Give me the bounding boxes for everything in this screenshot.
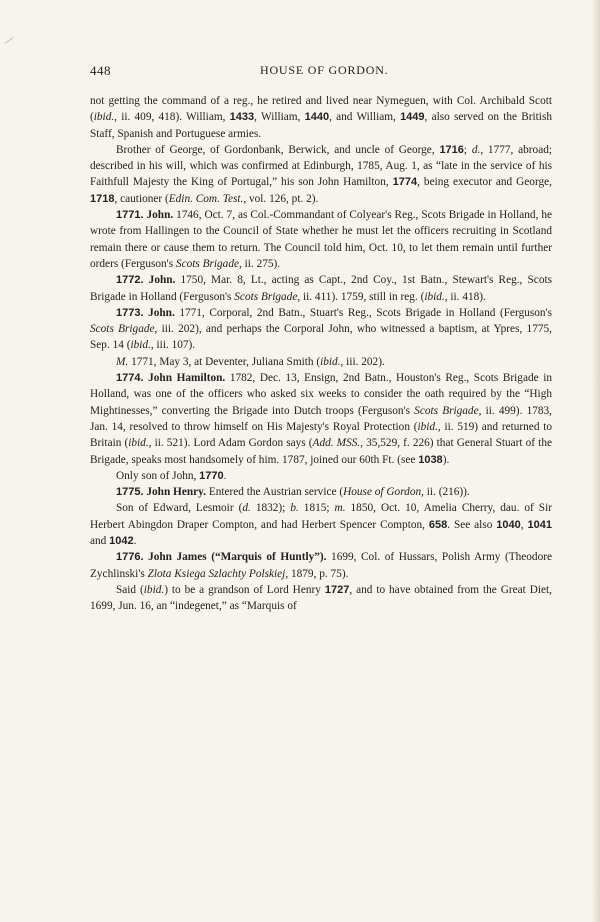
- page-header: [90, 63, 552, 79]
- entry-number: 1771.: [116, 209, 144, 222]
- scan-mark: [5, 37, 14, 44]
- cross-reference: 1718: [90, 192, 115, 205]
- entry-name: John James (“Marquis of Huntly”).: [148, 551, 327, 564]
- entry-1774: 1774. John Hamilton. 1782, Dec. 13, Ensign, 2nd Batn., Houston's Reg., Scots Brigade in Holland, was one of the officers who asked six weeks to consider the oath required by the “High Mightinesses,” converting the Brigade into Dutch troops (Ferguson's Scots Brigade, ii. 499). 1783, Jan. 14, resolved to throw himself on His Majesty's Royal Protection (ibid., ii. 519) and returned to Britain (ibid., ii. 521). Lord Adam Gordon says (Add. MSS., 35,529, f. 226) that General Stuart of the Brigade, speaks most handsomely of him. 1787, joined our 60th Ft. (see 1038).: [90, 372, 553, 466]
- entry-name: John Henry.: [146, 486, 206, 499]
- cross-reference: 1040: [496, 518, 521, 531]
- entry-1773: 1773. John. 1771, Corporal, 2nd Batn., Stuart's Reg., Scots Brigade in Holland (Ferguson's Scots Brigade, iii. 202), and perhaps the Corporal John, who witnessed a baptism, at Ypres, 1775, Sep. 14 (ibid., iii. 107).: [90, 306, 552, 352]
- body-text: [90, 93, 552, 615]
- entry-name: John.: [146, 209, 174, 222]
- paragraph-continued: not getting the command of a reg., he retired and lived near Nymeguen, with Col. Archibald Scott (ibid., ii. 409, 418). William, 1433, William, 1440, and William, 1449, also served on the British Staff, Spanish and Portuguese armies.: [90, 95, 552, 140]
- cross-reference: 1042: [109, 535, 134, 548]
- entry-1773-marriage: M. 1771, May 3, at Deventer, Juliana Smith (ibid., iii. 202).: [116, 355, 385, 368]
- page-edge-shadow: [592, 0, 600, 922]
- entry-1776-note: Said (ibid.) to be a grandson of Lord Henry 1727, and to have obtained from the Great Diet, 1699, Jun. 16, an “indegenet,” as “Marquis of: [90, 583, 552, 613]
- entry-1771: 1771. John. 1746, Oct. 7, as Col.-Commandant of Colyear's Reg., Scots Brigade in Holland, he wrote from Hallingen to the Council of State whether he must let the officers recruiting in Scotland remain there or cause them to return. The Council told him, Oct. 10, to let them remain until further orders (Ferguson's Scots Brigade, ii. 275).: [90, 209, 552, 270]
- paragraph-brother: Brother of George, of Gordonbank, Berwick, and uncle of George, 1716; d., 1777, abroad; described in his will, which was confirmed at Edinburgh, 1785, Aug. 1, as “late in the service of his Faithfull Majesty the King of Portugal,” his son John Hamilton, 1774, being executor and George, 1718, cautioner (Edin. Com. Test., vol. 126, pt. 2).: [90, 143, 553, 205]
- running-title: HOUSE OF GORDON.: [260, 63, 389, 77]
- entry-name: John.: [148, 306, 175, 319]
- entry-1774-parentage: Only son of John, 1770.: [116, 469, 227, 482]
- cross-reference: 1449: [400, 111, 425, 124]
- cross-reference: 658: [428, 518, 448, 531]
- entry-number: 1772.: [116, 274, 144, 287]
- entry-number: 1776.: [116, 551, 144, 564]
- entry-number: 1774.: [116, 372, 144, 385]
- entry-name: John Hamilton.: [148, 372, 226, 385]
- entry-1775-parentage: Son of Edward, Lesmoir (d. 1832); b. 1815; m. 1850, Oct. 10, Amelia Cherry, dau. of Sir Herbert Abingdon Draper Compton, and had Herbert Spencer Compton, 658. See also 1040, 1041 and 1042.: [90, 502, 552, 548]
- entry-number: 1775.: [116, 486, 144, 499]
- entry-name: John.: [148, 274, 176, 287]
- cross-reference: 1716: [439, 143, 464, 156]
- page-number: 448: [90, 63, 111, 78]
- cross-reference: 1440: [304, 111, 330, 124]
- entry-number: 1773.: [116, 306, 144, 319]
- entry-1772: 1772. John. 1750, Mar. 8, Lt., acting as Capt., 2nd Coy., 1st Batn., Stewart's Reg., Scots Brigade in Holland (Ferguson's Scots Brigade, ii. 411). 1759, still in reg. (ibid., ii. 418).: [90, 274, 552, 303]
- cross-reference: 1041: [527, 518, 552, 531]
- cross-reference: 1770: [199, 469, 224, 482]
- entry-1776: 1776. John James (“Marquis of Huntly”). 1699, Col. of Hussars, Polish Army (Theodore Zychlinski's Zlota Ksiega Szlachty Polskiej, 1879, p. 75).: [90, 551, 552, 580]
- cross-reference: 1774: [392, 176, 418, 189]
- cross-reference: 1038: [418, 453, 443, 466]
- cross-reference: 1727: [324, 583, 350, 596]
- entry-1775: 1775. John Henry. Entered the Austrian service (House of Gordon, ii. (216)).: [116, 486, 470, 499]
- cross-reference: 1433: [229, 111, 255, 124]
